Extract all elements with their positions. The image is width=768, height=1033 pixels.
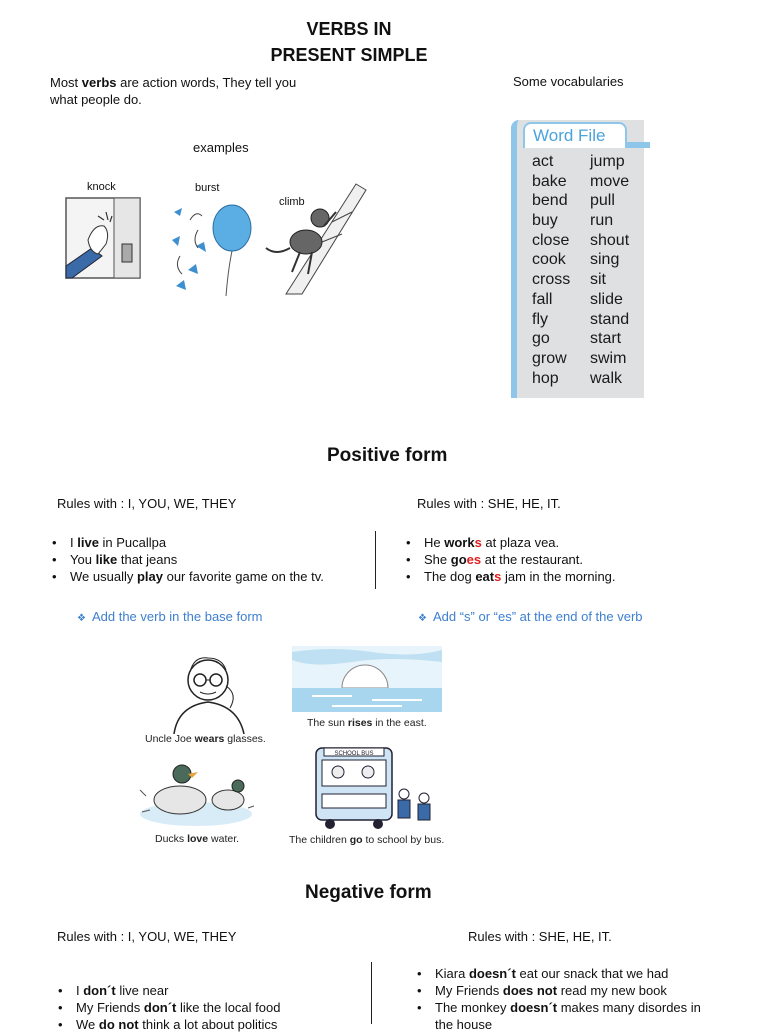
list-item-pre: My Friends — [76, 1000, 144, 1015]
positive-tip-right-text: Add “s” or “es” at the end of the verb — [432, 609, 643, 624]
list-item-post: like the local food — [176, 1000, 281, 1015]
list-item-post: our favorite game on the tv. — [162, 569, 324, 584]
word-file-word: buy — [532, 212, 558, 230]
list-item-pre: My Friends — [435, 983, 503, 998]
list-item-bold: eat — [475, 569, 495, 584]
positive-heading: Positive form — [327, 445, 448, 466]
negative-heading: Negative form — [305, 882, 432, 903]
ducks-caption-pre: Ducks — [155, 833, 188, 845]
list-item — [415, 999, 715, 1033]
list-item-post: at the restaurant. — [481, 552, 584, 567]
list-item-bold: play — [136, 569, 163, 584]
list-item — [404, 551, 724, 568]
word-file-word: stand — [590, 310, 630, 328]
word-file-card — [511, 120, 644, 398]
list-item-post: think a lot about politics — [138, 1017, 278, 1032]
list-item — [415, 982, 715, 999]
list-item-post: read my new book — [557, 983, 667, 998]
list-item-red: es — [466, 552, 482, 567]
uncle-caption-bold: wears — [194, 733, 225, 745]
word-file-word: cross — [532, 271, 571, 289]
knock-illustration — [64, 196, 144, 280]
page-title — [0, 16, 698, 68]
list-item-post: jam in the morning. — [501, 569, 616, 584]
list-item-post: in Pucallpa — [98, 535, 167, 550]
uncle-joe-illustration — [160, 650, 270, 734]
list-item — [56, 1016, 356, 1033]
list-item-post: eat our snack that we had — [515, 966, 669, 981]
positive-rules-left: Rules with : I, YOU, WE, THEY — [57, 496, 237, 511]
word-file-word: act — [532, 153, 554, 170]
uncle-caption-pre: Uncle Joe — [145, 733, 195, 745]
sun-caption-pre: The sun — [307, 717, 348, 729]
word-file-word: move — [590, 172, 630, 190]
examples-label: examples — [193, 140, 249, 155]
positive-tip-right — [418, 609, 643, 624]
list-item-bold: go — [450, 552, 467, 567]
intro-pre: Most — [50, 75, 82, 90]
word-file-word: sing — [590, 251, 620, 269]
list-item-bold: don´t — [83, 983, 116, 998]
uncle-caption-post: glasses. — [224, 733, 266, 745]
word-file-word: swim — [590, 349, 627, 367]
word-file-word: bake — [532, 172, 567, 190]
word-file-word: grow — [532, 349, 567, 367]
negative-rules-left: Rules with : I, YOU, WE, THEY — [57, 929, 237, 944]
negative-divider — [371, 962, 372, 1024]
sun-caption-post: in the east. — [372, 717, 427, 729]
burst-illustration — [168, 200, 260, 298]
list-item-bold: live — [77, 535, 99, 550]
vocab-label: Some vocabularies — [513, 74, 624, 89]
positive-tip-left-text: Add the verb in the base form — [91, 609, 263, 624]
list-item-pre: The monkey — [435, 1000, 511, 1015]
word-file-word: walk — [590, 369, 623, 387]
list-item-bold: does not — [502, 983, 558, 998]
word-file-word: shout — [590, 231, 630, 249]
list-item-pre: We — [76, 1017, 99, 1032]
word-file-column-2 — [590, 152, 629, 388]
list-item-pre: We usually — [70, 569, 137, 584]
word-file-word: start — [590, 330, 622, 348]
sun-caption-bold: rises — [347, 717, 373, 729]
list-item-pre: I — [76, 983, 84, 998]
positive-divider — [375, 531, 376, 589]
uncle-caption — [145, 733, 266, 745]
positive-tip-left — [77, 609, 263, 624]
negative-left-list — [56, 982, 356, 1033]
climb-label: climb — [279, 196, 305, 208]
list-item-pre: Kiara — [435, 966, 469, 981]
word-file-title: Word File — [523, 122, 627, 148]
list-item-red: s — [474, 535, 482, 550]
sunrise-illustration — [292, 646, 442, 712]
title-line-2: PRESENT SIMPLE — [270, 45, 428, 65]
list-item-post: live near — [115, 983, 169, 998]
list-item-pre: He — [424, 535, 445, 550]
sun-caption — [307, 717, 427, 729]
list-item — [415, 965, 715, 982]
positive-right-list — [404, 534, 724, 585]
list-item-pre: She — [424, 552, 451, 567]
word-file-word: slide — [590, 290, 623, 308]
list-item-post: at plaza vea. — [481, 535, 560, 550]
diamond-bullet-icon: ❖ — [77, 613, 86, 624]
list-item — [404, 568, 724, 585]
list-item-bold: don´t — [143, 1000, 177, 1015]
word-file-topbar — [625, 142, 650, 148]
list-item-bold: work — [444, 535, 475, 550]
intro-bold: verbs — [81, 75, 117, 90]
children-caption — [289, 834, 444, 846]
word-file-word: run — [590, 212, 614, 230]
word-file-word: cook — [532, 251, 566, 269]
list-item-bold: doesn´t — [468, 966, 516, 981]
positive-rules-right: Rules with : SHE, HE, IT. — [417, 496, 561, 511]
word-file-word: bend — [532, 192, 568, 210]
word-file-column-1 — [532, 152, 570, 388]
ducks-caption — [155, 833, 239, 845]
word-file-word: fly — [532, 310, 548, 328]
list-item — [50, 534, 370, 551]
list-item-pre: I — [70, 535, 78, 550]
positive-left-list — [50, 534, 370, 585]
word-file-word: pull — [590, 192, 615, 210]
diamond-bullet-icon: ❖ — [418, 613, 427, 624]
word-file-word: hop — [532, 369, 559, 387]
list-item — [56, 982, 356, 999]
children-caption-bold: go — [349, 834, 363, 846]
list-item-bold: like — [95, 552, 118, 567]
word-file-word: go — [532, 330, 550, 348]
word-file-word: sit — [590, 271, 606, 289]
intro-text — [50, 74, 320, 108]
negative-rules-right: Rules with : SHE, HE, IT. — [468, 929, 612, 944]
ducks-caption-bold: love — [187, 833, 209, 845]
word-file-word: jump — [590, 153, 625, 170]
school-bus-illustration — [312, 744, 436, 830]
list-item-pre: The dog — [424, 569, 476, 584]
list-item-post: that jeans — [117, 552, 178, 567]
word-file-word: fall — [532, 290, 553, 308]
list-item — [56, 999, 356, 1016]
intro-post: are action words, They tell you what people do. — [50, 75, 297, 107]
burst-label: burst — [195, 182, 220, 194]
list-item — [404, 534, 724, 551]
children-caption-post: to school by bus. — [362, 834, 445, 846]
ducks-caption-post: water. — [208, 833, 240, 845]
list-item — [50, 551, 370, 568]
ducks-illustration — [136, 760, 256, 830]
word-file-word: close — [532, 231, 570, 249]
list-item-red: s — [494, 569, 502, 584]
climb-illustration — [262, 182, 370, 296]
knock-label: knock — [87, 181, 116, 193]
list-item — [50, 568, 370, 585]
bus-sign-text: SCHOOL BUS — [334, 751, 374, 757]
title-line-1: VERBS IN — [306, 19, 392, 39]
list-item-bold: do not — [98, 1017, 139, 1032]
list-item-post: makes many disordes in the house — [435, 1000, 701, 1032]
list-item-bold: doesn´t — [510, 1000, 558, 1015]
list-item-pre: You — [70, 552, 96, 567]
children-caption-pre: The children — [289, 834, 350, 846]
negative-right-list — [415, 965, 715, 1033]
